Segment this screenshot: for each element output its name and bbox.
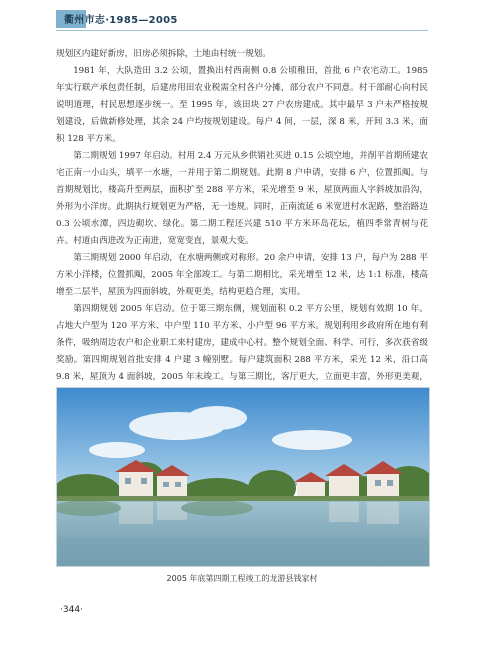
running-title: 衢州市志·1985—2005 <box>64 15 178 26</box>
village-photo-illustration <box>57 388 429 566</box>
paragraph-phase-one: 1981 年，大队造田 3.2 公顷，置换出村西南侧 0.8 公顷稚田，首批 6 户农宅动工。1985 年实行联产承包责任制，后建房用田农业税需全村各户分摊，部分农户不同意。村干部耐心向村民说明道理，村民思想逐步统一。至 1995 年，该田块 27 户农房建成。其中最早 3 户未严格按规划建设，后做新修处理，其余 24 户均按规划建设。每户 4 间，一层，深 8 米，开间 3.3 米，面积 128 平方米。 <box>56 66 428 144</box>
header-rule <box>56 30 428 31</box>
photo-caption: 2005 年底第四期工程竣工的龙游县钱家村 <box>166 574 318 583</box>
pond-foreground <box>57 538 429 566</box>
running-header <box>0 0 480 34</box>
paragraph-phase-two: 第二期规划 1997 年启动。村用 2.4 万元从乡供销社买进 0.15 公顷空地，并削平首期所建农宅正南一小山头，填平一水塘，一并用于第二期规划。此期 8 户申请，安排 6 户，位置抓阄。与首期规划比，楼高升至两层，面积扩至 288 平方米，采光增至 9 米，屋顶两面人字斜坡加沿沟，外形为小洋房。此期执行规划更为严格，无一违规。同时，正南流延 6 米宽进村水泥路，整治路边 0.3 公顷水潭，四边砌坎、绿化。第二期工程还兴建 510 平方米环岛花坛，植四季常青树与花卉。村道由西进改为正南进，宽宽变直，景观大变。 <box>56 151 428 246</box>
page-number: ·344· <box>60 605 83 615</box>
body-text <box>56 46 428 403</box>
paragraph-phase-four: 第四期规划 2005 年启动。位于第三期东侧，规划面积 0.2 平方公里，规划有效期 10 年。占地大户型为 120 平方米、中户型 110 平方米、小户型 96 平方米。规划利用乡政府所在地有利条件，吸纳周边农户和企业职工来村建房，建成中心村。整个规划全面、科学、可行，多次获省级奖励。第四期规划首批安排 4 户建 3 幢别墅。每户建筑面积 288 平方米，采光 12 米，沿口高 9.8 米，屋顶为 4 面斜坡，2005 年末竣工。与第三期比，客厅更大，立面更丰富，外形更美观， <box>56 304 428 382</box>
shoreline <box>57 496 429 501</box>
paragraph-continuation: 规划区内建好新房，旧房必须拆除，土地由村统一规划。 <box>56 49 271 59</box>
village-photo <box>56 387 430 567</box>
paragraph-phase-three: 第三期规划 2000 年启动，在水塘两侧或对称形。20 余户申请，安排 13 户，每户为 288 平方米小洋楼，位置抓阄，2005 年全部竣工。与第二期相比，采光增至 12 米，达 1:1 标准，楼高增至二层半，屋顶为四面斜坡，外观更美，结构更趋合理，实用。 <box>56 253 428 297</box>
